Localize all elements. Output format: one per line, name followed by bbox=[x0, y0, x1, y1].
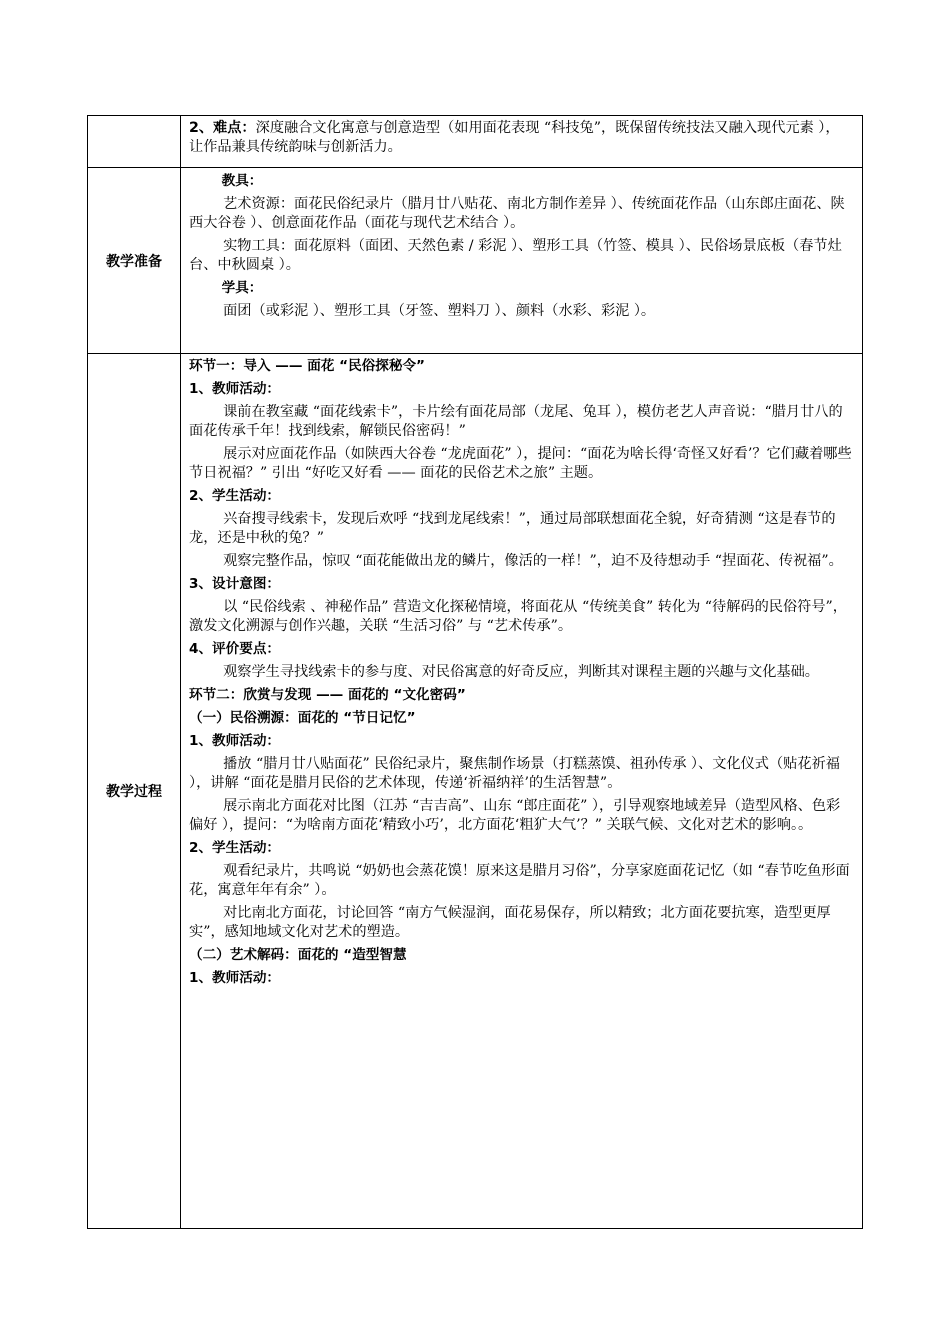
process-heading: 教学过程 bbox=[88, 354, 181, 1229]
s2-teacher-title: 1、教师活动： bbox=[189, 733, 281, 749]
lesson-plan-table bbox=[87, 115, 863, 1229]
s1-design-p1: 以 “民俗线索 、神秘作品” 营造文化探秘情境，将面花从 “传统美食” 转化为 “待解码的民俗符号”，激发文化溯源与创作兴趣，关联 “生活习俗” 与 “艺术传承”。 bbox=[189, 599, 847, 634]
s2-teacher-p1: 播放 “腊月廿八贴面花” 民俗纪录片，聚焦制作场景（打糕蒸馍、祖孙传承 ）、文化仪式（贴花祈福 ），讲解 “面花是腊月民俗的艺术体现，传递‘祈福纳祥’的生活智慧”。 bbox=[189, 756, 840, 791]
section2-title: 环节二：欣赏与发现 —— 面花的 “文化密码” bbox=[189, 687, 466, 703]
student-tools-title: 学具： bbox=[221, 280, 263, 296]
difficulty-text: 深度融合文化寓意与创意造型（如用面花表现 “科技兔”，既保留传统技法又融入现代元素 ），让作品兼具传统韵味与创新活力。 bbox=[189, 120, 840, 155]
process-row bbox=[88, 354, 863, 1229]
s1-teacher-p2: 展示对应面花作品（如陕西大谷卷 “龙虎面花” ），提问：“面花为啥长得‘奇怪又好看’？它们藏着哪些节日祝福？” 引出 “好吃又好看 —— 面花的民俗艺术之旅” 主题。 bbox=[189, 446, 852, 481]
difficulty-content bbox=[181, 116, 863, 168]
prep-heading: 教学准备 bbox=[88, 168, 181, 354]
s2-teacher2-title: 1、教师活动： bbox=[189, 970, 281, 986]
s1-student-title: 2、学生活动： bbox=[189, 488, 281, 504]
s2-student-p2: 对比南北方面花，讨论回答 “南方气候湿润，面花易保存，所以精致；北方面花要抗寒，造型更厚实”，感知地域文化对艺术的塑造。 bbox=[189, 905, 831, 940]
tools-title: 教具： bbox=[221, 173, 263, 189]
s1-teacher-title: 1、教师活动： bbox=[189, 381, 281, 397]
difficulty-label: 2、难点： bbox=[189, 120, 256, 136]
s1-teacher-p1: 课前在教室藏 “面花线索卡”，卡片绘有面花局部（龙尾、兔耳 ），模仿老艺人声音说：“腊月廿八的面花传承千年！找到线索，解锁民俗密码！” bbox=[189, 404, 843, 439]
physical-tools: 实物工具：面花原料（面团、天然色素 / 彩泥 ）、塑形工具（竹签、模具 ）、民俗场景底板（春节灶台、中秋圆桌 ）。 bbox=[189, 238, 842, 273]
s2-part2-title: （二）艺术解码：面花的 “造型智慧 bbox=[189, 947, 407, 963]
section1-title: 环节一：导入 —— 面花 “民俗探秘令” bbox=[189, 358, 425, 374]
prep-row bbox=[88, 168, 863, 354]
s2-teacher-p2: 展示南北方面花对比图（江苏 “吉吉高”、山东 “郎庄面花” ），引导观察地域差异（造型风格、色彩偏好 ），提问：“为啥南方面花‘精致小巧’，北方面花‘粗犷大气’？” 关联气候、文化对艺术的影响。。 bbox=[189, 798, 841, 833]
s1-eval-title: 4、评价要点： bbox=[189, 641, 281, 657]
art-resources: 艺术资源：面花民俗纪录片（腊月廿八贴花、南北方制作差异 ）、传统面花作品（山东郎庄面花、陕西大谷卷 ）、创意面花作品（面花与现代艺术结合 ）。 bbox=[189, 196, 845, 231]
s1-eval-p1: 观察学生寻找线索卡的参与度、对民俗寓意的好奇反应，判断其对课程主题的兴趣与文化基础。 bbox=[223, 664, 819, 680]
difficulty-head-cell bbox=[88, 116, 181, 168]
s1-student-p2: 观察完整作品，惊叹 “面花能做出龙的鳞片，像活的一样！”，迫不及待想动手 “捏面花、传祝福”。 bbox=[223, 553, 843, 569]
s1-design-title: 3、设计意图： bbox=[189, 576, 281, 592]
s2-student-title: 2、学生活动： bbox=[189, 840, 281, 856]
process-content bbox=[181, 354, 863, 1229]
prep-content bbox=[181, 168, 863, 354]
s2-student-p1: 观看纪录片，共鸣说 “奶奶也会蒸花馍！原来这是腊月习俗”，分享家庭面花记忆（如 “春节吃鱼形面花，寓意年年有余” ）。 bbox=[189, 863, 850, 898]
student-tools-items: 面团（或彩泥 ）、塑形工具（牙签、塑料刀 ）、颜料（水彩、彩泥 ）。 bbox=[223, 303, 656, 319]
difficulty-row bbox=[88, 116, 863, 168]
s2-part1-title: （一）民俗溯源：面花的 “节日记忆” bbox=[189, 710, 416, 726]
s1-student-p1: 兴奋搜寻线索卡，发现后欢呼 “找到龙尾线索！”，通过局部联想面花全貌，好奇猜测 “这是春节的龙，还是中秋的兔？” bbox=[189, 511, 836, 546]
